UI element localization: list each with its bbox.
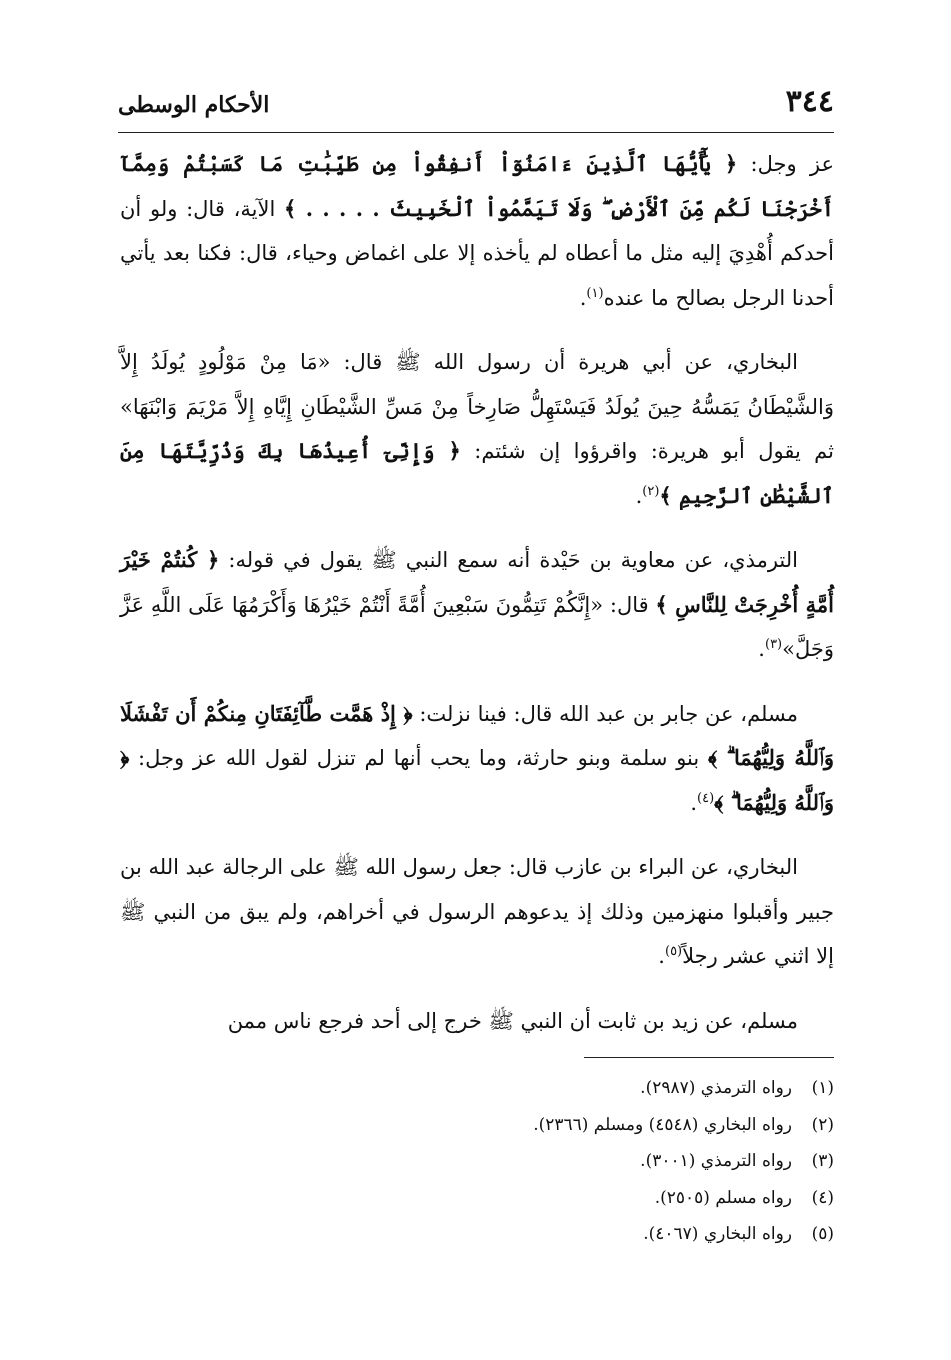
paragraph-end: .: [579, 285, 587, 310]
page-header: [118, 82, 834, 133]
quran-quote: ﴿ وَإِنِّىٓ أُعِيذُهَا بِكَ وَذُرِّيَّتَهَا مِنَ ٱلشَّيْطَٰنِ ٱلرَّجِيمِ ﴾: [120, 438, 834, 508]
paragraph: [120, 142, 834, 320]
paragraph-end: .: [658, 944, 665, 968]
footnote-text: رواه مسلم (٢٥٠٥).: [654, 1187, 792, 1208]
paragraph-end: .: [758, 637, 765, 661]
footnote-reference: (٢): [642, 483, 660, 499]
footnotes: [120, 1070, 834, 1253]
quran-quote: ﴿ كُنتُمْ خَيْرَ أُمَّةٍ أُخْرِجَتْ لِلنَّاسِ ﴾: [120, 547, 834, 617]
paragraph: [120, 538, 834, 672]
quran-quote: ﴿ إِذْ هَمَّت طَّآئِفَتَانِ مِنكُمْ أَن تَفْشَلَا وَٱللَّهُ وَلِيُّهُمَا ۗ ﴾: [120, 700, 834, 770]
footnote-number: (١): [811, 1078, 834, 1098]
paragraph-end: .: [635, 483, 643, 508]
footnote-text: رواه البخاري (٤٠٦٧).: [643, 1224, 792, 1244]
quran-quote: ﴿ يَٰٓأَيُّهَا ٱلَّذِينَ ءَامَنُوٓاْ أَنفِقُواْ مِن طَيِّبَٰتِ مَا كَسَبْتُمْ وَمِمَّآ أَخْرَجْنَا لَكُم مِّنَ ٱلْأَرْضِ ۖ وَلَا تَيَمَّمُواْ ٱلْخَبِيثَ . . . . . ﴾: [120, 151, 834, 221]
paragraph-text: مسلم، عن جابر بن عبد الله قال: فينا نزلت:: [412, 701, 798, 726]
running-title: الأحكام الوسطى: [118, 92, 270, 118]
footnote-reference: (٣): [764, 637, 783, 652]
footnote-text: رواه البخاري (٤٥٤٨) ومسلم (٢٣٦٦).: [533, 1114, 792, 1135]
footnote: [120, 1070, 834, 1107]
footnote-text: رواه الترمذي (٢٩٨٧).: [640, 1078, 792, 1098]
main-text: [120, 142, 834, 1063]
footnote-separator: [584, 1057, 834, 1058]
paragraph: [120, 999, 834, 1044]
footnote-reference: (٥): [664, 944, 683, 959]
page-number: ٣٤٤: [785, 84, 834, 119]
paragraph-text: بنو سلمة وبنو حارثة، وما يحب أنها لم تنزل لقول الله عز وجل:: [129, 746, 708, 770]
footnote-number: (٥): [811, 1224, 834, 1244]
paragraph-text: مسلم، عن زيد بن ثابت أن النبي ﷺ خرج إلى أحد فرجع ناس ممن: [227, 1008, 798, 1033]
paragraph-text: البخاري، عن أبي هريرة أن رسول الله ﷺ قال: «مَا مِنْ مَوْلُودٍ يُولَدُ إِلاَّ وَالشَّيْطَانُ يَمَسُّهُ حِينَ يُولَدُ فَيَسْتَهِلُّ صَارِخاً مِنْ مَسِّ الشَّيْطَانِ إِيَّاهِ إِلاَّ مَرْيَمَ وَابْنَهَا» ثم يقول أبو هريرة: واقرؤوا إن شئتم:: [120, 350, 834, 463]
paragraph-end: .: [690, 790, 698, 815]
footnote-number: (٤): [811, 1187, 834, 1208]
footnote: [120, 1216, 834, 1253]
footnote: [120, 1143, 834, 1180]
paragraph: [120, 340, 834, 518]
paragraph: [120, 692, 834, 826]
footnote-number: (٣): [811, 1151, 834, 1171]
paragraph-text: الترمذي، عن معاوية بن حَيْدة أنه سمع النبي ﷺ يقول في قوله:: [219, 548, 798, 572]
paragraph-text: البخاري، عن البراء بن عازب قال: جعل رسول الله ﷺ على الرجالة عبد الله بن جبير وأقبلوا منهزمين وذلك إذ يدعوهم الرسول في أخراهم، ولم يبق من النبي ﷺ إلا اثني عشر رجلاً: [120, 855, 834, 968]
footnote-number: (٢): [811, 1114, 834, 1135]
paragraph-text: الآية، قال: ولو أن أحدكم أُهْدِيَ إليه مثل ما أعطاه لم يأخذه إلا على اغماض وحياء، قال: فكنا بعد يأتي أحدنا الرجل بصالح ما عنده: [120, 196, 834, 310]
footnote-reference: (١): [586, 285, 604, 301]
paragraph: [120, 845, 834, 979]
footnote-reference: (٤): [697, 790, 715, 806]
paragraph-text: قال: «إِنَّكُمْ تَتِمُّونَ سَبْعِينَ أُمَّةً أَنْتُمْ خَيْرُهَا وَأَكْرَمُهَا عَلَى اللَّهِ عَزَّ وَجَلَّ»: [120, 592, 834, 661]
paragraph-text: عز وجل:: [737, 152, 834, 176]
quran-quote: ﴿ وَٱللَّهُ وَلِيُّهُمَا ۗ ﴾: [120, 745, 834, 815]
footnote-text: رواه الترمذي (٣٠٠١).: [640, 1151, 792, 1171]
footnote: [120, 1107, 834, 1144]
footnote: [120, 1180, 834, 1217]
